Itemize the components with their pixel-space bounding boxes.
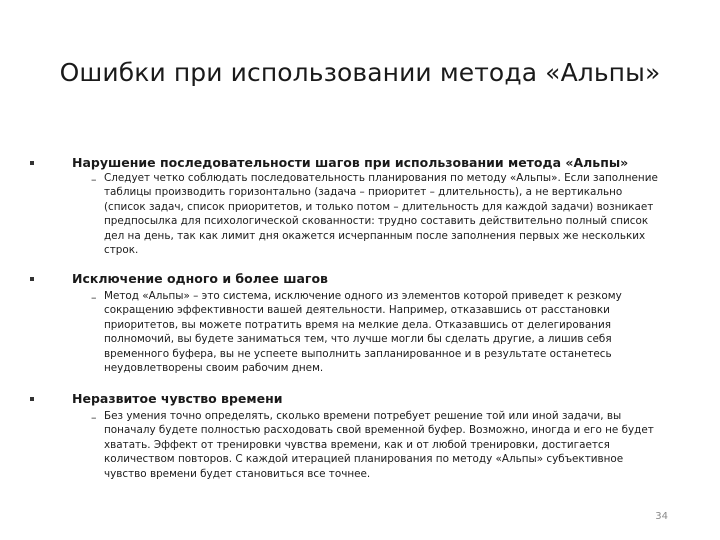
sub-bullet-dash: – <box>91 173 97 186</box>
sub-bullet-dash: – <box>91 411 97 424</box>
bullet-heading: Неразвитое чувство времени <box>72 391 283 406</box>
sub-bullet-dash: – <box>91 291 97 304</box>
sub-bullet-text: Метод «Альпы» – это система, исключение одного из элементов которой приведет к резкому сокращению эффективности вашей деятельности. Например, отказавшись от расстановки приоритетов, вы можете потратить время на мелкие дела. Отказавшись от делегирования полномочий, вы будете заниматься тем, что лучше могли бы сделать другие, а лишив себя временного буфера, вы не успеете выполнить запланированное и в результате останетесь неудовлетворены своим рабочим днем. <box>104 290 622 375</box>
bullet-icon <box>30 161 34 165</box>
bullet-icon <box>30 397 34 401</box>
sub-bullet-text: Без умения точно определять, сколько времени потребует решение той или иной задачи, вы поначалу будете полностью расходовать свой временной буфер. Возможно, иногда и его не будет хватать. Эффект от тренировки чувства времени, как и от любой тренировки, достигается количеством повторов. С каждой итерацией планирования по методу «Альпы» субъективное чувство времени будет становиться все точнее. <box>104 410 654 480</box>
page-number: 34 <box>655 511 668 522</box>
bullet-heading: Нарушение последовательности шагов при использовании метода «Альпы» <box>72 155 629 170</box>
bullet-heading: Исключение одного и более шагов <box>72 271 328 286</box>
slide-title: Ошибки при использовании метода «Альпы» <box>59 58 661 87</box>
bullet-icon <box>30 277 34 281</box>
sub-bullet-text: Следует четко соблюдать последовательность планирования по методу «Альпы». Если заполнение таблицы производить горизонтально (задача – приоритет – длительность), а не вертикально (список задач, список приоритетов, и только потом – длительность для каждой задачи) возникает предпосылка для психологической скованности: трудно составить действительно полный список дел на день, так как лимит дня окажется исчерпанным после заполнения первых же нескольких строк. <box>104 172 658 257</box>
